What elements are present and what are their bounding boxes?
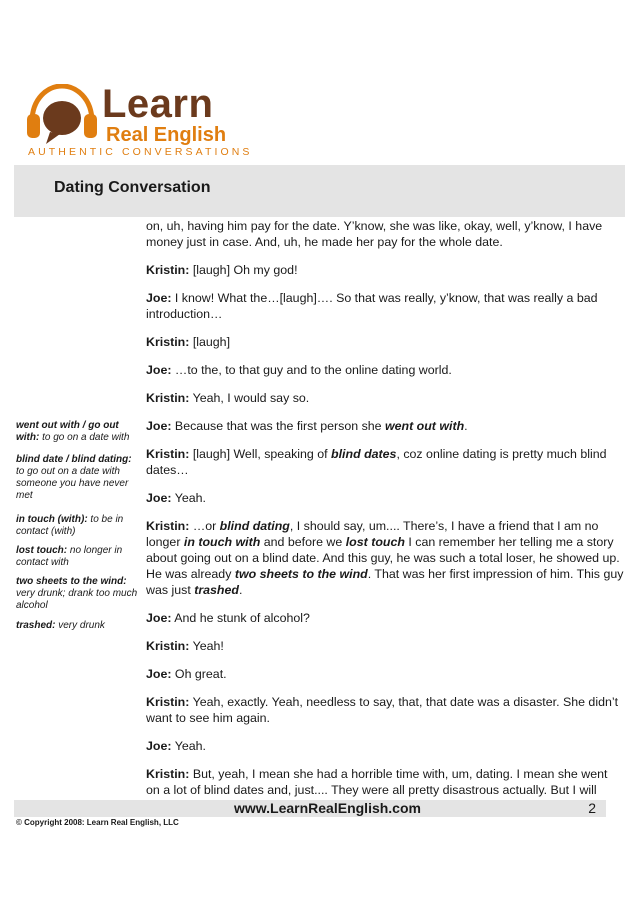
dialogue-text: Yeah. (171, 739, 206, 753)
glossary-item-blind-date (16, 454, 138, 502)
logo-learn-text: Learn (102, 82, 214, 126)
transcript-line (146, 666, 624, 682)
transcript-line (146, 218, 624, 250)
dialogue-text: , I should say, um.... There’s, I have a friend that I am no longer (146, 519, 599, 549)
transcript-line (146, 418, 624, 434)
footer-website-link[interactable]: www.LearnRealEnglish.com (234, 800, 421, 816)
dialogue-text: …to the, to that guy and to the online dating world. (171, 363, 452, 377)
vocabulary-term: blind dating (219, 519, 290, 533)
logo-real-english-text: Real English (106, 124, 227, 146)
vocabulary-term: went out with (385, 419, 465, 433)
vocabulary-term: lost touch (345, 535, 405, 549)
speaker-label: Joe: (146, 291, 172, 305)
speaker-label: Joe: (146, 667, 172, 681)
glossary-definition: to go on a date with (39, 432, 130, 443)
vocabulary-term: in touch with (183, 535, 261, 549)
transcript-line (146, 518, 624, 598)
dialogue-text: . (238, 583, 243, 597)
speaker-label: Kristin: (146, 447, 190, 461)
glossary-term: trashed: (16, 620, 56, 631)
glossary-item-trashed (16, 620, 138, 632)
headphones-icon (24, 84, 100, 146)
transcript (146, 218, 624, 810)
dialogue-text: and before we (260, 535, 346, 549)
dialogue-text: Oh great. (171, 667, 227, 681)
transcript-line (146, 694, 624, 726)
dialogue-text: . (464, 419, 468, 433)
speaker-label: Kristin: (146, 767, 190, 781)
dialogue-text: …or (189, 519, 220, 533)
dialogue-text: [laugh] Well, speaking of (189, 447, 332, 461)
vocabulary-term: blind dates (331, 447, 397, 461)
glossary-term: lost touch: (16, 545, 68, 556)
dialogue-text: I can remember her telling me a story about going out on a blind date. And this guy, he was such a total loser, he showed up. He was already (146, 535, 620, 581)
transcript-line (146, 390, 624, 406)
speaker-label: Kristin: (146, 391, 190, 405)
page-number: 2 (588, 800, 596, 816)
speaker-label: Kristin: (146, 335, 190, 349)
transcript-line (146, 738, 624, 754)
transcript-line (146, 766, 624, 798)
transcript-line (146, 262, 624, 278)
dialogue-text: . That was her first impression of him. This guy was just (146, 567, 624, 597)
footer-band (14, 800, 606, 817)
glossary-item-in-touch-with (16, 514, 138, 538)
speaker-label: Kristin: (146, 639, 190, 653)
speaker-label: Joe: (146, 491, 172, 505)
dialogue-text: Yeah, exactly. Yeah, needless to say, that, that date was a disaster. She didn’t want to see him again. (146, 695, 619, 725)
glossary-definition: to be in contact (with) (16, 514, 124, 537)
glossary-term: in touch (with): (16, 514, 88, 525)
transcript-line (146, 290, 624, 322)
copyright-notice: © Copyright 2008: Learn Real English, LLC (16, 818, 179, 827)
glossary-term: two sheets to the wind: (16, 576, 127, 587)
title-band (14, 165, 625, 217)
dialogue-text: [laugh] (189, 335, 231, 349)
dialogue-text: I know! What the…[laugh]…. So that was really, y’know, that was really a bad introduction… (146, 291, 598, 321)
dialogue-text: But, yeah, I mean she had a horrible time with, um, dating. I mean she went on a lot of blind dates and, just.... They were all pretty disastrous actually. But I will (146, 767, 608, 797)
vocabulary-term: trashed (194, 583, 239, 597)
logo-tagline: AUTHENTIC CONVERSATIONS (28, 146, 253, 158)
glossary-definition: no longer in contact with (16, 545, 123, 568)
speaker-label: Joe: (146, 611, 172, 625)
speaker-label: Joe: (146, 419, 172, 433)
speaker-label: Joe: (146, 363, 172, 377)
glossary-item-went-out-with (16, 420, 138, 444)
dialogue-text: And he stunk of alcohol? (171, 611, 310, 625)
dialogue-text: Yeah. (171, 491, 206, 505)
glossary-item-two-sheets-to-the-wind (16, 576, 138, 612)
transcript-line (146, 610, 624, 626)
vocabulary-term: two sheets to the wind (234, 567, 368, 581)
dialogue-text: on, uh, having him pay for the date. Y’know, she was like, okay, well, y’know, I have money just in case. And, uh, he made her pay for the whole date. (146, 219, 603, 249)
transcript-line (146, 638, 624, 654)
transcript-line (146, 362, 624, 378)
dialogue-text: Yeah, I would say so. (189, 391, 310, 405)
speaker-label: Joe: (146, 739, 172, 753)
glossary-definition: very drunk (55, 620, 105, 631)
transcript-line (146, 334, 624, 350)
glossary-term: blind date / blind dating: (16, 454, 132, 465)
dialogue-text: Because that was the first person she (171, 419, 385, 433)
speaker-label: Kristin: (146, 519, 190, 533)
dialogue-text: Yeah! (189, 639, 224, 653)
speaker-label: Kristin: (146, 263, 190, 277)
glossary-definition: to go out on a date with someone you have never met (16, 466, 129, 501)
glossary-definition: very drunk; drank too much alcohol (16, 588, 138, 611)
transcript-line (146, 446, 624, 478)
glossary-term: went out with / go out with: (16, 420, 119, 443)
dialogue-text: , coz online dating is pretty much blind dates… (146, 447, 607, 477)
page-title: Dating Conversation (54, 179, 211, 196)
speaker-label: Kristin: (146, 695, 190, 709)
dialogue-text: [laugh] Oh my god! (189, 263, 298, 277)
glossary-item-lost-touch (16, 545, 138, 569)
transcript-line (146, 490, 624, 506)
logo (24, 82, 253, 160)
